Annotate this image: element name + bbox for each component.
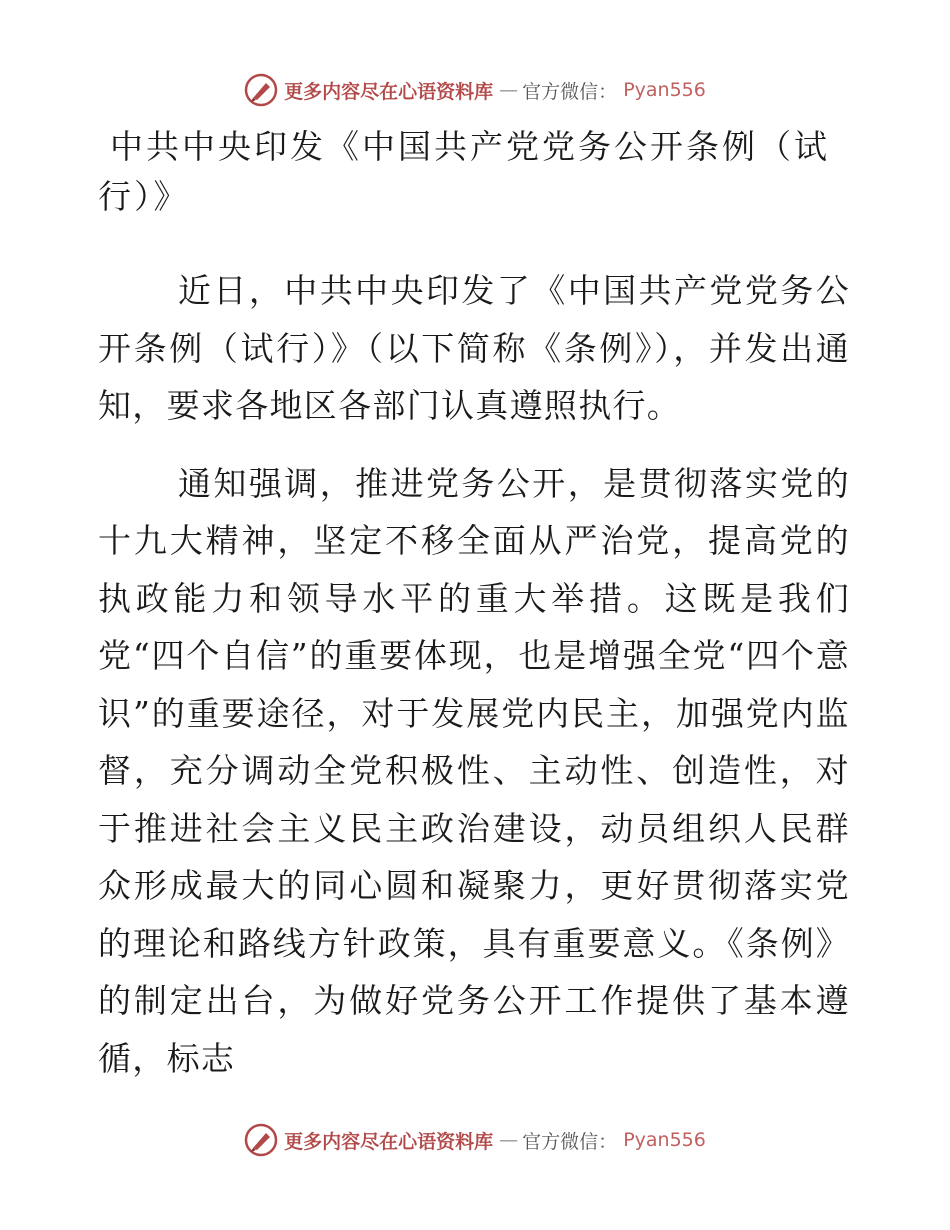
watermark-dash: — <box>499 1129 517 1151</box>
pen-logo-icon <box>244 1123 278 1157</box>
header-watermark <box>0 70 950 110</box>
paragraph-1: 近日，中共中央印发了《中国共产党党务公开条例（试行）》（以下简称《条例》），并发出通知，要求各地区各部门认真遵照执行。 <box>98 271 850 425</box>
watermark-brand: 更多内容尽在心语资料库 <box>284 1130 494 1153</box>
watermark-dash: — <box>499 79 517 101</box>
watermark-brand: 更多内容尽在心语资料库 <box>284 80 494 103</box>
document-body <box>98 122 850 1087</box>
document-title: 中共中央印发《中国共产党党务公开条例（试行）》 <box>98 127 830 216</box>
pen-logo-icon <box>244 73 278 107</box>
paragraph-2: 通知强调，推进党务公开，是贯彻落实党的十九大精神，坚定不移全面从严治党，提高党的执政能力和领导水平的重大举措。这既是我们党“四个自信”的重要体现，也是增强全党“四个意识”的重要途径，对于发展党内民主，加强党内监督，充分调动全党积极性、主动性、创造性，对于推进社会主义民主政治建设，动员组织人民群众形成最大的同心圆和凝聚力，更好贯彻落实党的理论和路线方针政策，具有重要意义。《条例》的制定出台，为做好党务公开工作提供了基本遵循，标志 <box>98 463 850 1078</box>
watermark-wechat-id: Pyan556 <box>623 1129 706 1151</box>
watermark-wechat-id: Pyan556 <box>623 79 706 101</box>
watermark-label: 官方微信： <box>522 80 618 103</box>
footer-watermark <box>0 1120 950 1160</box>
watermark-label: 官方微信： <box>522 1130 618 1153</box>
